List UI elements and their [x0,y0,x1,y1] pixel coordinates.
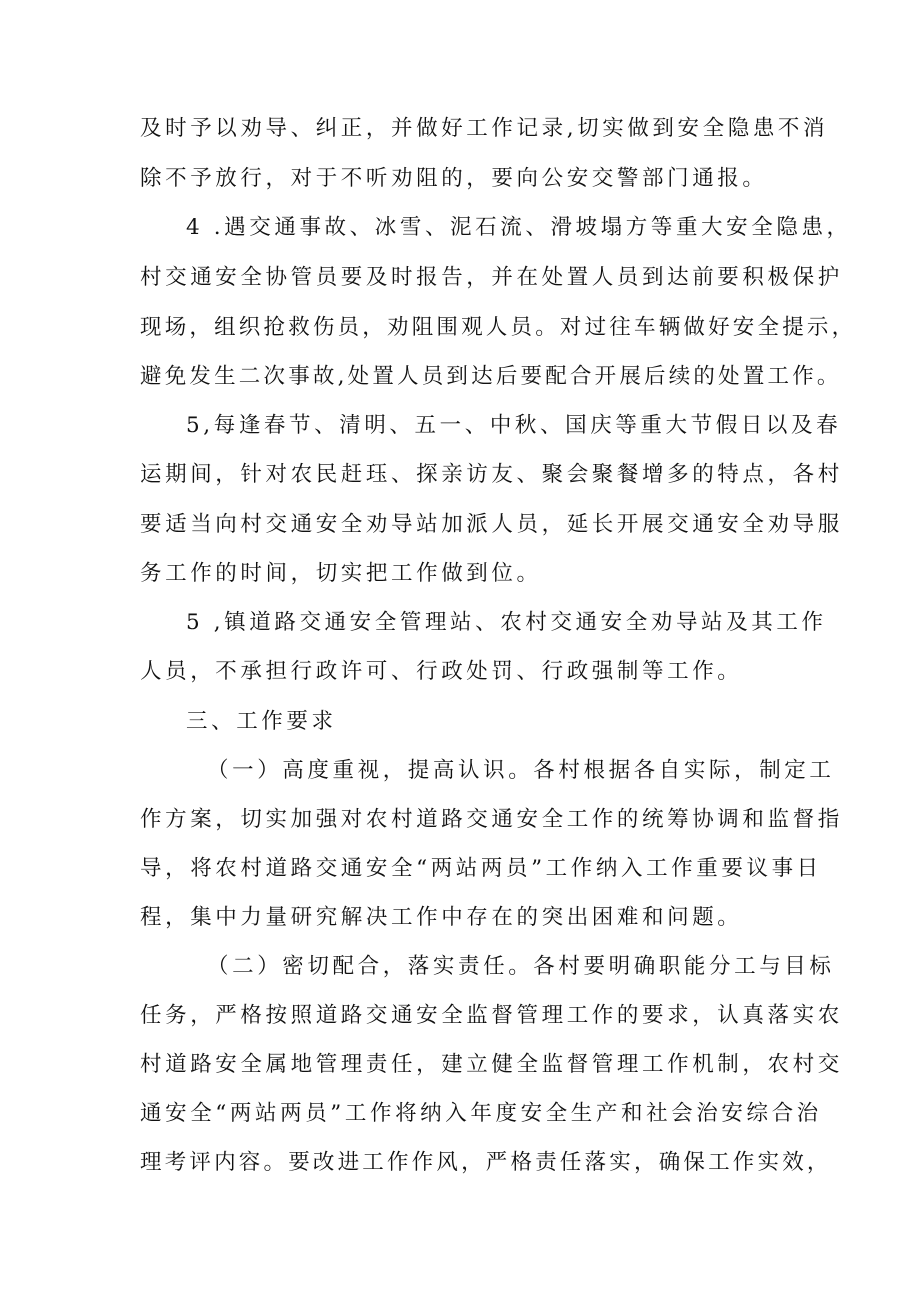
text-line: 除不予放行，对于不听劝阻的，要向公安交警部门通报。 [140,166,768,191]
text-line: 及时予以劝导、纠正，并做好工作记录,切实做到安全隐患不消 [140,116,829,141]
text-line: 避免发生二次事故,处置人员到达后要配合开展后续的处置工作。 [140,364,842,389]
text-line: 程，集中力量研究解决工作中存在的突出困难和问题。 [140,905,743,930]
text-line: 现场，组织抢救伤员，劝阻围观人员。对过往车辆做好安全提示， [140,315,857,340]
text-line: 作方案，切实加强对农村道路交通安全工作的统筹协调和监督指 [140,807,843,832]
text-line: （二）密切配合，落实责任。各村要明确职能分工与目标 [207,954,835,979]
text-line: 导，将农村道路交通安全“两站两员”工作纳入工作重要议事日 [140,856,822,881]
text-line: 5 ,镇道路交通安全管理站、农村交通安全劝导站及其工作 [186,610,827,635]
text-line: 理考评内容。要改进工作作风，严格责任落实，确保工作实效， [140,1150,832,1175]
text-line: 务工作的时间，切实把工作做到位。 [140,561,542,586]
text-line: 4 .遇交通事故、冰雪、泥石流、滑坡塌方等重大安全隐患， [186,215,852,240]
text-line: 通安全“两站两员”工作将纳入年度安全生产和社会治安综合治 [140,1101,822,1126]
text-line: 任务，严格按照道路交通安全监督管理工作的要求，认真落实农 [140,1003,843,1028]
text-line: 人员，不承担行政许可、行政处罚、行政强制等工作。 [140,659,743,684]
text-line: 村道路安全属地管理责任，建立健全监督管理工作机制，农村交 [140,1052,843,1077]
text-line: 5,每逢春节、清明、五一、中秋、国庆等重大节假日以及春 [186,413,842,438]
text-line: 运期间，针对农民赶珏、探亲访友、聚会聚餐增多的特点，各村 [140,462,843,487]
section-heading: 三、工作要求 [186,709,337,734]
text-line: 要适当向村交通安全劝导站加派人员，延长开展交通安全劝导服 [140,512,843,537]
text-line: 村交通安全协管员要及时报告，并在处置人员到达前要积极保护 [140,265,843,290]
text-line: （一）高度重视，提高认识。各村根据各自实际，制定工 [207,758,835,783]
